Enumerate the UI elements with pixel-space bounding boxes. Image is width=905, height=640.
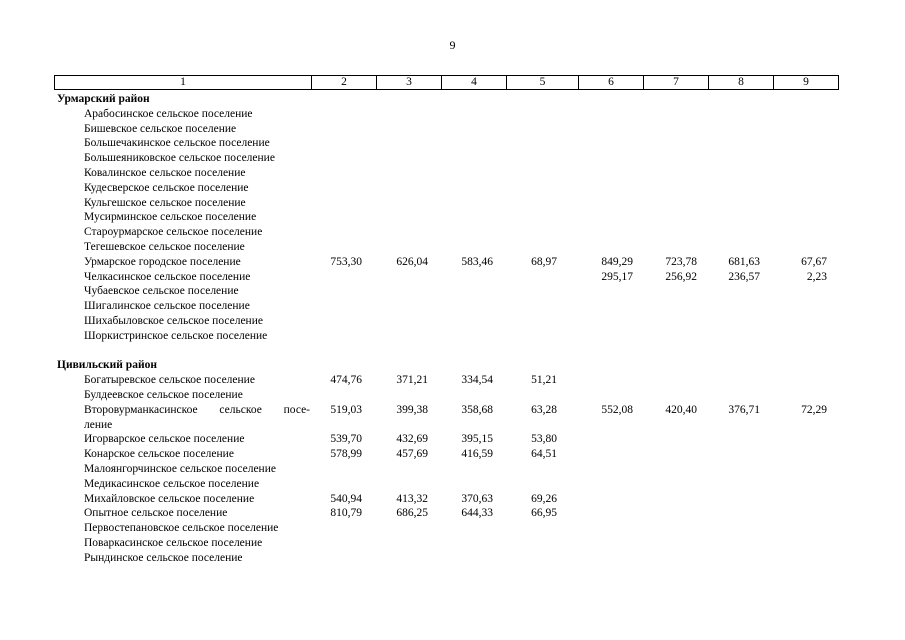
table-row: [0, 151, 905, 166]
settlement-name: Челкасинское сельское поселение: [84, 270, 251, 283]
value-cell-c3: 371,21: [396, 374, 428, 387]
table-row: [0, 536, 905, 551]
table-row: [0, 284, 905, 299]
settlement-name: Михайловское сельское поселение: [84, 492, 255, 505]
settlement-name: Первостепановское сельское поселение: [84, 522, 279, 535]
value-cell-c8: 681,63: [728, 255, 760, 268]
table-row: [0, 299, 905, 314]
settlement-name: Большечакинское сельское поселение: [84, 137, 270, 150]
district-heading-row: [0, 358, 905, 373]
value-cell-c8: 236,57: [728, 270, 760, 283]
settlement-name: Малоянгорчинское сельское поселение: [84, 462, 276, 475]
value-cell-c2: 810,79: [330, 507, 362, 520]
settlement-name: Ковалинское сельское поселение: [84, 166, 246, 179]
table-row: [0, 136, 905, 151]
settlement-name: Поваркасинское сельское поселение: [84, 536, 263, 549]
value-cell-c6: 295,17: [601, 270, 633, 283]
value-cell-c4: 583,46: [461, 255, 493, 268]
table-row: [0, 388, 905, 403]
column-header-9: 9: [774, 76, 839, 90]
settlement-name: Конарское сельское поселение: [84, 448, 234, 461]
column-header-5: 5: [507, 76, 579, 90]
value-cell-c5: 69,26: [531, 492, 557, 505]
value-cell-c5: 53,80: [531, 433, 557, 446]
value-cell-c7: 256,92: [665, 270, 697, 283]
column-header-1: 1: [55, 76, 312, 90]
table-row: [0, 240, 905, 255]
settlement-name: Староурмарское сельское поселение: [84, 226, 263, 239]
value-cell-c5: 64,51: [531, 448, 557, 461]
column-header-7: 7: [644, 76, 709, 90]
value-cell-c7: 420,40: [665, 403, 697, 416]
settlement-name: Шигалинское сельское поселение: [84, 300, 250, 313]
settlement-name: Мусирминское сельское поселение: [84, 211, 257, 224]
settlement-name: Большеяниковское сельское поселение: [84, 152, 275, 165]
page-number: 9: [449, 38, 456, 52]
value-cell-c4: 644,33: [461, 507, 493, 520]
district-name: Урмарский район: [57, 93, 150, 105]
settlement-name: Кудесверское сельское поселение: [84, 181, 249, 194]
value-cell-c6: 552,08: [601, 403, 633, 416]
value-cell-c8: 376,71: [728, 403, 760, 416]
settlement-name: Бишевское сельское поселение: [84, 122, 237, 135]
table-row: [0, 314, 905, 329]
value-cell-c2: 474,76: [330, 374, 362, 387]
settlement-name: Рындинское сельское поселение: [84, 551, 243, 564]
settlement-name: Шихабыловское сельское поселение: [84, 314, 263, 327]
table-row: [0, 492, 905, 507]
table-row: [0, 403, 905, 418]
table-row: [0, 181, 905, 196]
settlement-name: ление: [84, 418, 113, 431]
value-cell-c4: 334,54: [461, 374, 493, 387]
settlement-name: Медикасинское сельское поселение: [84, 477, 260, 490]
table-row: [0, 166, 905, 181]
table-row: [0, 418, 905, 433]
table-row: [0, 344, 905, 359]
value-cell-c5: 68,97: [531, 255, 557, 268]
value-cell-c3: 626,04: [396, 255, 428, 268]
value-cell-c5: 66,95: [531, 507, 557, 520]
settlement-name: Кульгешское сельское поселение: [84, 196, 246, 209]
value-cell-c6: 849,29: [601, 255, 633, 268]
value-cell-c5: 63,28: [531, 403, 557, 416]
value-cell-c3: 432,69: [396, 433, 428, 446]
column-header-6: 6: [579, 76, 644, 90]
settlement-name: Урмарское городское поселение: [84, 255, 241, 268]
value-cell-c3: 457,69: [396, 448, 428, 461]
table-row: [0, 329, 905, 344]
value-cell-c7: 723,78: [665, 255, 697, 268]
table-row: [0, 551, 905, 566]
table-row: [0, 521, 905, 536]
table-row: [0, 447, 905, 462]
value-cell-c2: 753,30: [330, 255, 362, 268]
settlement-name: Булдеевское сельское поселение: [84, 388, 243, 401]
settlement-name: Опытное сельское поселение: [84, 507, 228, 520]
settlement-name: Чубаевское сельское поселение: [84, 285, 239, 298]
value-cell-c2: 519,03: [330, 403, 362, 416]
table-row: [0, 122, 905, 137]
value-cell-c2: 540,94: [330, 492, 362, 505]
settlement-name: Тегешевское сельское поселение: [84, 240, 245, 253]
column-header-8: 8: [709, 76, 774, 90]
value-cell-c3: 686,25: [396, 507, 428, 520]
settlement-name: Арабосинское сельское поселение: [84, 107, 253, 120]
settlement-name: Шоркистринское сельское поселение: [84, 329, 268, 342]
settlement-name: Второвурманкасинское сельское посе-: [84, 403, 310, 416]
column-header-2: 2: [312, 76, 377, 90]
table-row: [0, 477, 905, 492]
column-header-3: 3: [377, 76, 442, 90]
value-cell-c4: 395,15: [461, 433, 493, 446]
table-body: [0, 92, 905, 566]
value-cell-c5: 51,21: [531, 374, 557, 387]
column-header-4: 4: [442, 76, 507, 90]
table-row: [0, 432, 905, 447]
table-row: [0, 107, 905, 122]
table-row: [0, 270, 905, 285]
value-cell-c3: 413,32: [396, 492, 428, 505]
value-cell-c4: 416,59: [461, 448, 493, 461]
district-name: Цивильский район: [57, 359, 157, 372]
table-row: [0, 255, 905, 270]
column-header-row: [54, 75, 839, 90]
value-cell-c4: 370,63: [461, 492, 493, 505]
table-row: [0, 196, 905, 211]
table-row: [0, 210, 905, 225]
value-cell-c9: 72,29: [801, 403, 827, 416]
table-row: [0, 225, 905, 240]
settlement-name: Игорварское сельское поселение: [84, 433, 245, 446]
value-cell-c4: 358,68: [461, 403, 493, 416]
table-row: [0, 506, 905, 521]
value-cell-c9: 67,67: [801, 255, 827, 268]
settlement-name: Богатыревское сельское поселение: [84, 374, 255, 387]
value-cell-c2: 578,99: [330, 448, 362, 461]
table-row: [0, 373, 905, 388]
table-row: [0, 462, 905, 477]
value-cell-c2: 539,70: [330, 433, 362, 446]
value-cell-c3: 399,38: [396, 403, 428, 416]
district-heading-row: [0, 92, 905, 107]
value-cell-c9: 2,23: [806, 270, 827, 283]
